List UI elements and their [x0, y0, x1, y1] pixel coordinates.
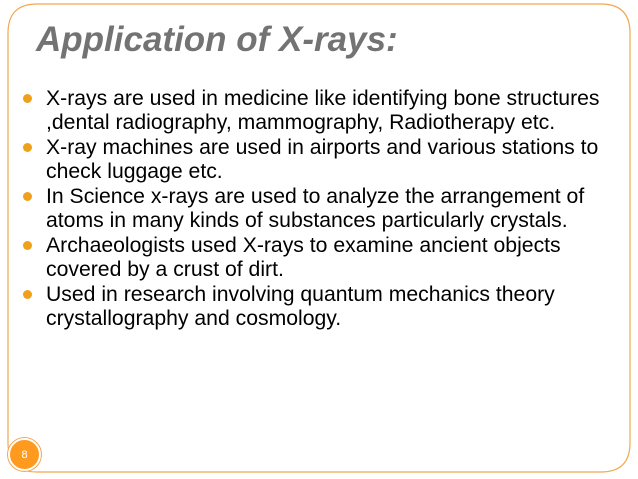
bullet-item: [20, 234, 620, 282]
bullet-item: [20, 136, 620, 184]
bullet-list: [20, 87, 620, 331]
bullet-text: In Science x-rays are used to analyze the arrangement of atoms in many kinds of substances particularly crystals.: [46, 185, 585, 232]
bullet-item: [20, 87, 620, 135]
bullet-text: Archaeologists used X-rays to examine ancient objects covered by a crust of dirt.: [46, 234, 561, 281]
bullet-text: Used in research involving quantum mechanics theory crystallography and cosmology.: [46, 283, 555, 330]
slide-title: Application of X-rays:: [36, 20, 398, 59]
bullet-text: X-rays are used in medicine like identifying bone structures ,dental radiography, mammography, Radiotherapy etc.: [46, 87, 600, 134]
bullet-text: X-ray machines are used in airports and various stations to check luggage etc.: [46, 136, 599, 183]
bullet-dot-icon: [23, 143, 32, 152]
bullet-item: [20, 283, 620, 331]
bullet-item: [20, 185, 620, 233]
bullet-dot-icon: [23, 241, 32, 250]
page-number: 8: [21, 448, 28, 461]
bullet-dot-icon: [23, 192, 32, 201]
page-number-badge: [8, 438, 41, 471]
bullet-dot-icon: [23, 94, 32, 103]
bullet-dot-icon: [23, 290, 32, 299]
